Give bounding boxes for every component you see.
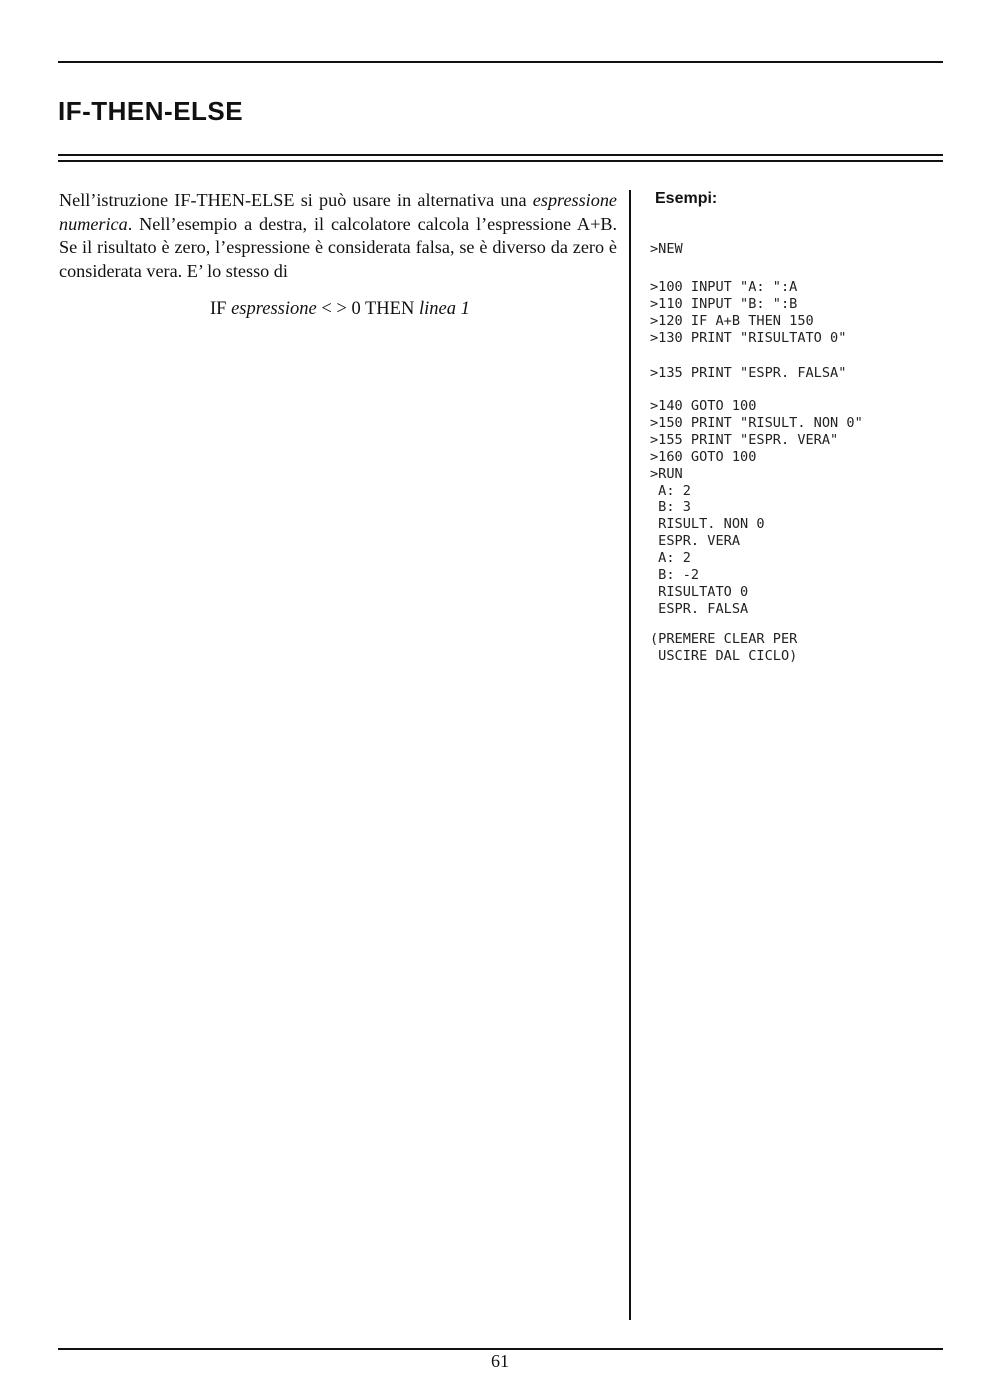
paragraph-text-2: . Nell’esempio a destra, il calcolatore calcola l’espressione A+B. Se il risultato è zero, l’espressione è considerata falsa, se è diverso da zero è considerata vera. E’ lo stesso di [59,213,617,281]
code-listing-block-1: >100 INPUT "A: ":A >110 INPUT "B: ":B >120 IF A+B THEN 150 >130 PRINT "RISULTATO 0" [650,279,847,346]
body-paragraph [59,189,617,283]
paragraph-italic-term: espressione numerica [59,190,617,234]
title-rule-lower [58,160,943,162]
bottom-rule [58,1348,943,1350]
examples-heading: Esempi: [655,190,718,207]
top-rule [58,61,943,63]
title-rule-upper [58,154,943,156]
formula-condition: < > 0 THEN [316,299,419,319]
formula-line-ref: linea 1 [418,299,470,319]
formula-expression: espressione [231,299,317,319]
paragraph-text-1: Nell’istruzione IF-THEN-ELSE si può usare in alternativa una [59,190,533,210]
page-number: 61 [491,1351,509,1371]
code-note-block: (PREMERE CLEAR PER USCIRE DAL CICLO) [650,631,798,664]
formula-keyword-if: IF [210,299,232,319]
section-title: IF-THEN-ELSE [58,96,244,126]
column-divider [629,190,631,1320]
formula-line [210,299,470,320]
code-listing-block-2: >135 PRINT "ESPR. FALSA" [650,365,847,381]
code-listing-block-3: >140 GOTO 100 >150 PRINT "RISULT. NON 0" >155 PRINT "ESPR. VERA" >160 GOTO 100 >RUN A: 2 B: 3 RISULT. NON 0 ESPR. VERA A: 2 B: -2 RISULTATO 0 ESPR. FALSA [650,398,863,617]
code-new-command: >NEW [650,241,683,257]
